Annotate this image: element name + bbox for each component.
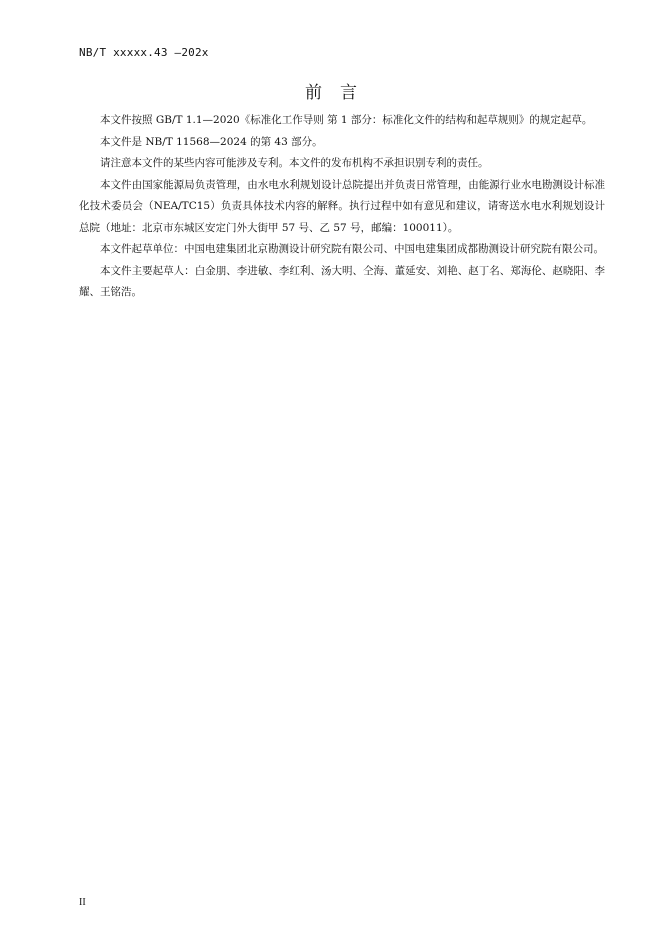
document-code-header: NB/T xxxxx.43 —202x xyxy=(79,46,209,59)
paragraph-drafting-rules: 本文件按照 GB/T 1.1—2020《标准化工作导则 第 1 部分：标准化文件的结构和起草规则》的规定起草。 xyxy=(100,114,593,126)
paragraph-drafters: 本文件主要起草人：白金朋、李进敏、李红利、汤大明、仝海、董延安、刘艳、赵丁名、郑海伦、赵晓阳、李耀、王铭浩。 xyxy=(79,264,605,298)
foreword-body xyxy=(79,110,605,304)
paragraph-management: 本文件由国家能源局负责管理，由水电水利规划设计总院提出并负责日常管理，由能源行业水电勘测设计标准化技术委员会（NEA/TC15）负责具体技术内容的解释。执行过程中如有意见和建议，请寄送水电水利规划设计总院（地址：北京市东城区安定门外大街甲 57 号、乙 57 号，邮编：100011）。 xyxy=(79,178,605,234)
page-title: 前言 xyxy=(305,83,375,103)
paragraph-part-number: 本文件是 NB/T 11568—2024 的第 43 部分。 xyxy=(100,135,323,148)
paragraph-drafting-units: 本文件起草单位：中国电建集团北京勘测设计研究院有限公司、中国电建集团成都勘测设计研究院有限公司。 xyxy=(100,243,604,255)
page-number: II xyxy=(79,897,86,908)
paragraph-patent-notice: 请注意本文件的某些内容可能涉及专利。本文件的发布机构不承担识别专利的责任。 xyxy=(100,157,489,169)
